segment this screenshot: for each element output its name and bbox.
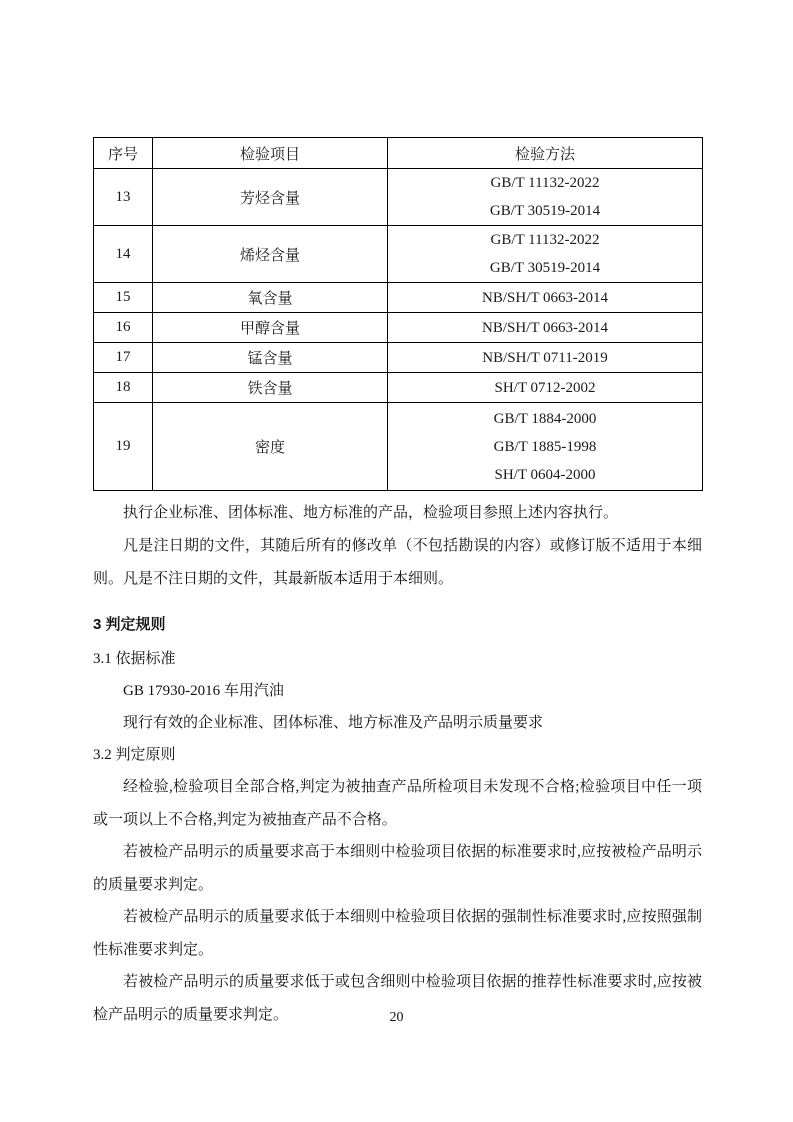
method-line: NB/SH/T 0711-2019 — [482, 349, 608, 366]
page-number: 20 — [389, 1010, 404, 1025]
method-line: SH/T 0712-2002 — [494, 379, 596, 396]
row-no-cell: 19 — [94, 403, 153, 491]
rule-paragraph-higher-requirement: 若被检产品明示的质量要求高于本细则中检验项目依据的标准要求时,应按被检产品明示的质量要求判定。 — [93, 844, 702, 893]
table-row — [94, 283, 703, 313]
rule-paragraph-pass-fail: 经检验,检验项目全部合格,判定为被抽查产品所检项目未发现不合格;检验项目中任一项或一项以上不合格,判定为被抽查产品不合格。 — [93, 779, 702, 828]
rule-paragraph-recommended-standard: 若被检产品明示的质量要求低于或包含细则中检验项目依据的推荐性标准要求时,应按被检产品明示的质量要求判定。 — [93, 974, 702, 1023]
table-row — [94, 403, 703, 491]
item-cell: 氧含量 — [153, 283, 388, 313]
row-no-cell: 13 — [94, 169, 153, 226]
item-cell: 甲醇含量 — [153, 313, 388, 343]
method-line: GB/T 30519-2014 — [489, 260, 601, 276]
note-paragraph-execution: 执行企业标准、团体标准、地方标准的产品，检验项目参照上述内容执行。 — [123, 505, 619, 521]
item-cell: 铁含量 — [153, 373, 388, 403]
methods-cell — [388, 283, 703, 313]
method-line: GB/T 1885-1998 — [493, 438, 597, 455]
table-row — [94, 226, 703, 283]
methods-cell — [388, 403, 703, 491]
table-row — [94, 373, 703, 403]
page-content — [93, 137, 702, 1031]
item-cell: 密度 — [153, 403, 388, 491]
section-3-2-title: 3.2 判定原则 — [93, 747, 176, 763]
row-no-cell: 18 — [94, 373, 153, 403]
method-line: GB/T 1884-2000 — [493, 410, 597, 427]
method-line: GB/T 11132-2022 — [490, 232, 600, 248]
rule-paragraph-mandatory-standard: 若被检产品明示的质量要求低于本细则中检验项目依据的强制性标准要求时,应按照强制性标准要求判定。 — [93, 909, 702, 958]
header-cell-no: 序号 — [94, 138, 153, 169]
table-row — [94, 343, 703, 373]
method-line: NB/SH/T 0663-2014 — [482, 319, 608, 336]
table-row — [94, 169, 703, 226]
table-header-row — [94, 138, 703, 169]
methods-cell — [388, 343, 703, 373]
row-no-cell: 14 — [94, 226, 153, 283]
methods-cell — [388, 226, 703, 283]
methods-cell — [388, 373, 703, 403]
note-paragraph-dated-documents: 凡是注日期的文件，其随后所有的修改单（不包括勘误的内容）或修订版不适用于本细则。凡是不注日期的文件，其最新版本适用于本细则。 — [93, 538, 702, 587]
item-cell: 烯烃含量 — [153, 226, 388, 283]
method-line: SH/T 0604-2000 — [494, 466, 596, 483]
section-3-heading: 3 判定规则 — [93, 616, 166, 633]
inspection-methods-table — [93, 137, 703, 491]
section-3-1-title: 3.1 依据标准 — [93, 651, 176, 667]
row-no-cell: 15 — [94, 283, 153, 313]
item-cell: 芳烃含量 — [153, 169, 388, 226]
method-line: GB/T 11132-2022 — [490, 175, 600, 191]
methods-cell — [388, 313, 703, 343]
header-cell-item: 检验项目 — [153, 138, 388, 169]
row-no-cell: 16 — [94, 313, 153, 343]
method-line: GB/T 30519-2014 — [489, 203, 601, 219]
item-cell: 锰含量 — [153, 343, 388, 373]
section-3-1-other-standards: 现行有效的企业标准、团体标准、地方标准及产品明示质量要求 — [123, 715, 544, 731]
row-no-cell: 17 — [94, 343, 153, 373]
header-cell-method: 检验方法 — [388, 138, 703, 169]
section-3-1-standard: GB 17930-2016 车用汽油 — [123, 683, 284, 699]
table-row — [94, 313, 703, 343]
methods-cell — [388, 169, 703, 226]
method-line: NB/SH/T 0663-2014 — [482, 289, 608, 306]
